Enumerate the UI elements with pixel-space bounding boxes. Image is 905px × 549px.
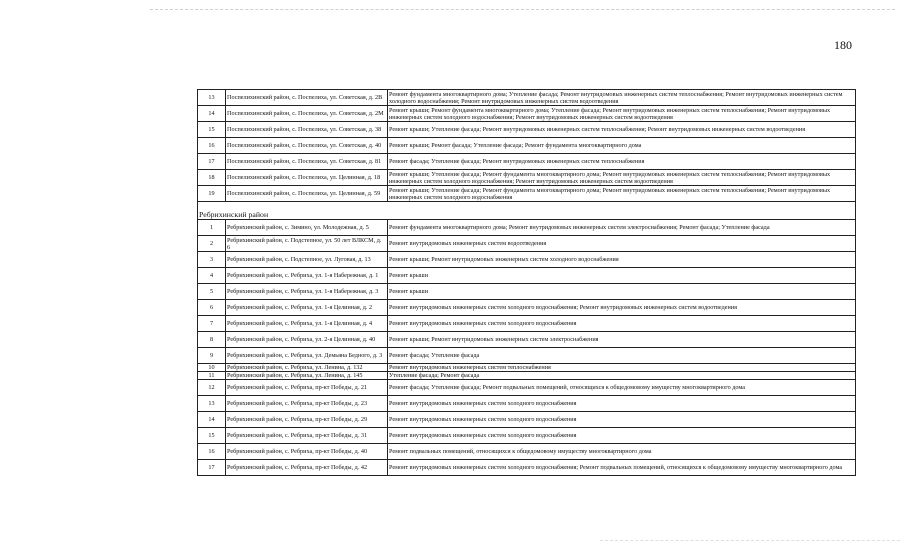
- table-row: [198, 300, 856, 316]
- table-row: [198, 396, 856, 412]
- row-address: Поспелихинский район, с. Поспелиха, ул. Советская, д. 81: [226, 154, 388, 170]
- row-address: Ребрихинский район, с. Ребриха, пр-кт Победы, д. 21: [226, 380, 388, 396]
- table-row: [198, 412, 856, 428]
- row-works: Ремонт крыши; Ремонт фасада; Утепление фасада; Ремонт фундамента многоквартирного дома: [388, 138, 856, 154]
- table-row: [198, 220, 856, 236]
- row-number: 13: [198, 90, 226, 106]
- row-number: 18: [198, 170, 226, 186]
- row-address: Ребрихинский район, с. Ребриха, пр-кт Победы, д. 31: [226, 428, 388, 444]
- table-body: [198, 90, 856, 476]
- row-number: 4: [198, 268, 226, 284]
- table-row: [198, 348, 856, 364]
- row-number: 16: [198, 138, 226, 154]
- table-row: [198, 268, 856, 284]
- row-works: Ремонт крыши; Ремонт внутридомовых инженерных систем электроснабжения: [388, 332, 856, 348]
- row-works: Ремонт внутридомовых инженерных систем холодного водоснабжения: [388, 412, 856, 428]
- row-address: Поспелихинский район, с. Поспелиха, ул. Советская, д. 2В: [226, 90, 388, 106]
- row-address: Ребрихинский район, с. Ребриха, пр-кт Победы, д. 23: [226, 396, 388, 412]
- table-row: [198, 428, 856, 444]
- row-works: Ремонт крыши; Утепление фасада; Ремонт внутридомовых инженерных систем теплоснабжения; Ремонт внутридомовых инженерных систем водоотведения: [388, 122, 856, 138]
- row-works: Ремонт крыши; Ремонт фундамента многоквартирного дома; Утепление фасада; Ремонт внутридомовых инженерных систем теплоснабжения; Ремонт внутридомовых инженерных систем холодного водоснабжения; Ремонт внутридомовых инженерных систем водоотведения: [388, 106, 856, 122]
- row-address: Ребрихинский район, с. Ребриха, пр-кт Победы, д. 40: [226, 444, 388, 460]
- row-address: Ребрихинский район, с. Ребриха, пр-кт Победы, д. 29: [226, 412, 388, 428]
- row-number: 1: [198, 220, 226, 236]
- section-row: [198, 202, 856, 220]
- row-works: Ремонт крыши; Утепление фасада; Ремонт фундамента многоквартирного дома; Ремонт внутридомовых инженерных систем теплоснабжения; Ремонт внутридомовых инженерных систем холодного водоснабжения: [388, 186, 856, 202]
- row-number: 16: [198, 444, 226, 460]
- table-row: [198, 372, 856, 380]
- scan-artifact-bottom: [600, 540, 900, 541]
- row-works: Ремонт внутридомовых инженерных систем холодного водоснабжения; Ремонт подвальных помещений, относящихся к общедомовому имуществу многоквартирного дома: [388, 460, 856, 476]
- row-number: 12: [198, 380, 226, 396]
- table-row: [198, 138, 856, 154]
- row-address: Ребрихинский район, с. Ребриха, ул. 1-я Целинная, д. 4: [226, 316, 388, 332]
- row-number: 8: [198, 332, 226, 348]
- row-number: 5: [198, 284, 226, 300]
- row-number: 15: [198, 428, 226, 444]
- row-number: 14: [198, 412, 226, 428]
- table-row: [198, 106, 856, 122]
- table-row: [198, 170, 856, 186]
- row-works: Утепление фасада; Ремонт фасада: [388, 372, 856, 380]
- row-works: Ремонт фасада; Утепление фасада; Ремонт подвальных помещений, относящихся к общедомовому имуществу многоквартирного дома: [388, 380, 856, 396]
- row-works: Ремонт фасада; Утепление фасада; Ремонт внутридомовых инженерных систем теплоснабжения: [388, 154, 856, 170]
- table-row: [198, 460, 856, 476]
- row-address: Поспелихинский район, с. Поспелиха, ул. Советская, д. 40: [226, 138, 388, 154]
- table-row: [198, 186, 856, 202]
- row-address: Поспелихинский район, с. Поспелиха, ул. Целинная, д. 59: [226, 186, 388, 202]
- row-address: Поспелихинский район, с. Поспелиха, ул. Советская, д. 38: [226, 122, 388, 138]
- row-works: Ремонт внутридомовых инженерных систем холодного водоснабжения: [388, 396, 856, 412]
- row-works: Ремонт фундамента многоквартирного дома; Утепление фасада; Ремонт внутридомовых инженерных систем теплоснабжения; Ремонт внутридомовых инженерных систем холодного водоснабжения; Ремонт внутридомовых инженерных систем водоотведения: [388, 90, 856, 106]
- table-row: [198, 316, 856, 332]
- row-works: Ремонт внутридомовых инженерных систем холодного водоснабжения: [388, 316, 856, 332]
- row-works: Ремонт подвальных помещений, относящихся к общедомовому имуществу многоквартирного дома: [388, 444, 856, 460]
- row-number: 10: [198, 364, 226, 372]
- table-row: [198, 236, 856, 252]
- row-address: Ребрихинский район, с. Подстепное, ул. Луговая, д. 13: [226, 252, 388, 268]
- row-works: Ремонт фундамента многоквартирного дома; Ремонт внутридомовых инженерных систем электроснабжения; Ремонт фасада; Утепление фасада: [388, 220, 856, 236]
- row-number: 11: [198, 372, 226, 380]
- table-row: [198, 122, 856, 138]
- row-works: Ремонт крыши; Ремонт внутридомовых инженерных систем холодного водоснабжения: [388, 252, 856, 268]
- row-number: 6: [198, 300, 226, 316]
- row-address: Ребрихинский район, с. Ребриха, пр-кт Победы, д. 42: [226, 460, 388, 476]
- scan-artifact-top: [150, 9, 895, 10]
- row-address: Ребрихинский район, с. Ребриха, ул. 1-я Целинная, д. 2: [226, 300, 388, 316]
- table-row: [198, 90, 856, 106]
- table-row: [198, 364, 856, 372]
- row-address: Ребрихинский район, с. Ребриха, ул. 1-я Набережная, д. 3: [226, 284, 388, 300]
- table-row: [198, 380, 856, 396]
- row-number: 7: [198, 316, 226, 332]
- row-works: Ремонт внутридомовых инженерных систем холодного водоснабжения; Ремонт внутридомовых инженерных систем водоотведения: [388, 300, 856, 316]
- row-works: Ремонт крыши; Утепление фасада; Ремонт фундамента многоквартирного дома; Ремонт внутридомовых инженерных систем теплоснабжения; Ремонт внутридомовых инженерных систем холодного водоснабжения; Ремонт внутридомовых инженерных систем водоотведения: [388, 170, 856, 186]
- row-address: Ребрихинский район, с. Ребриха, ул. Ленина, д. 132: [226, 364, 388, 372]
- row-address: Поспелихинский район, с. Поспелиха, ул. Целинная, д. 18: [226, 170, 388, 186]
- table-row: [198, 332, 856, 348]
- row-address: Ребрихинский район, с. Ребриха, ул. Ленина, д. 145: [226, 372, 388, 380]
- table-row: [198, 154, 856, 170]
- row-address: Ребрихинский район, с. Ребриха, ул. 1-я Набережная, д. 1: [226, 268, 388, 284]
- row-number: 17: [198, 460, 226, 476]
- row-number: 3: [198, 252, 226, 268]
- table-row: [198, 284, 856, 300]
- row-address: Поспелихинский район, с. Поспелиха, ул. Советская, д. 2М: [226, 106, 388, 122]
- row-number: 9: [198, 348, 226, 364]
- row-number: 14: [198, 106, 226, 122]
- table-row: [198, 252, 856, 268]
- row-address: Ребрихинский район, с. Ребриха, ул. 2-я Целинная, д. 40: [226, 332, 388, 348]
- row-works: Ремонт фасада; Утепление фасада: [388, 348, 856, 364]
- row-address: Ребрихинский район, с. Зимино, ул. Молодежная, д. 5: [226, 220, 388, 236]
- repair-program-table: [197, 89, 856, 476]
- row-number: 15: [198, 122, 226, 138]
- row-address: Ребрихинский район, с. Подстепное, ул. 50 лет ВЛКСМ, д. 6: [226, 236, 388, 252]
- row-address: Ребрихинский район, с. Ребриха, ул. Демьяна Бедного, д. 3: [226, 348, 388, 364]
- row-number: 19: [198, 186, 226, 202]
- page-number: 180: [834, 38, 852, 52]
- section-title: Ребрихинский район: [198, 202, 856, 220]
- row-number: 17: [198, 154, 226, 170]
- row-works: Ремонт крыши: [388, 268, 856, 284]
- row-works: Ремонт внутридомовых инженерных систем водоотведения: [388, 236, 856, 252]
- row-works: Ремонт внутридомовых инженерных систем холодного водоснабжения: [388, 428, 856, 444]
- row-number: 2: [198, 236, 226, 252]
- row-works: Ремонт внутридомовых инженерных систем теплоснабжения: [388, 364, 856, 372]
- row-works: Ремонт крыши: [388, 284, 856, 300]
- table-row: [198, 444, 856, 460]
- row-number: 13: [198, 396, 226, 412]
